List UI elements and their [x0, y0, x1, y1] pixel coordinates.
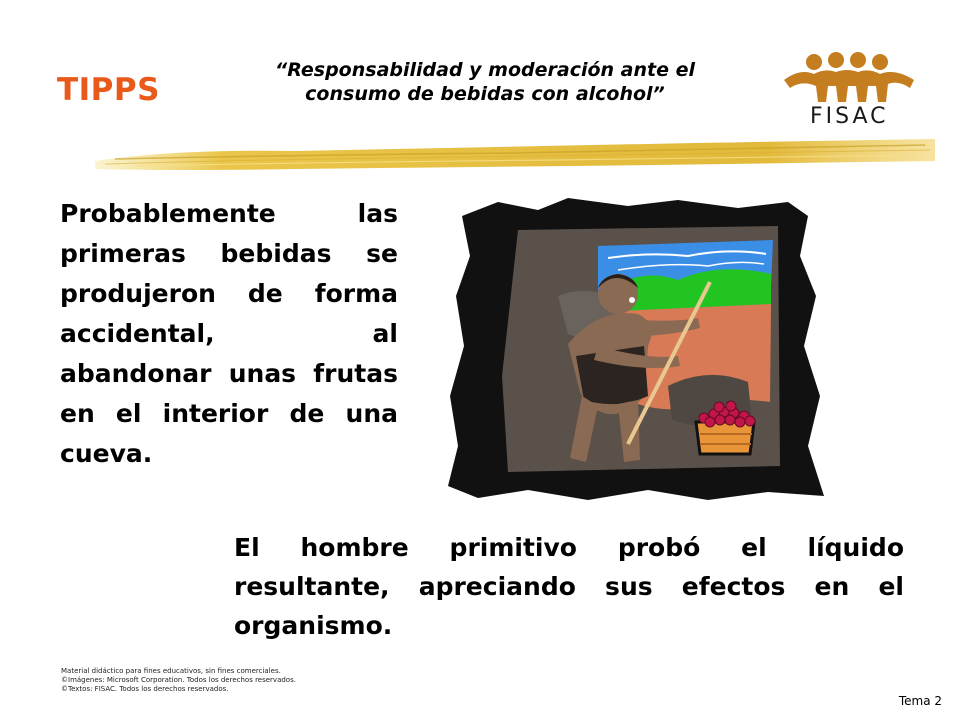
slide-subtitle — [200, 58, 770, 106]
cave-man-illustration — [448, 196, 842, 504]
subtitle-line-1: “Responsabilidad y moderación ante el — [274, 59, 696, 81]
brush-stroke-divider — [95, 135, 935, 177]
body-paragraph-1: Probablemente las primeras bebidas se produjeron de forma accidental, al abandonar unas frutas en el interior de una cueva. — [60, 199, 398, 468]
footnote-line-1: Material didáctico para fines educativos, sin fines comerciales. — [61, 667, 281, 675]
subtitle-line-2: consumo de bebidas con alcohol” — [305, 83, 665, 105]
body-paragraph-2: El hombre primitivo probó el líquido resultante, apreciando sus efectos en el organismo. — [234, 533, 904, 640]
copyright-notes — [61, 667, 296, 694]
logo-text: FISAC — [810, 104, 889, 129]
footnote-line-2: ©Imágenes: Microsoft Corporation. Todos los derechos reservados. — [61, 676, 296, 684]
slide-title: TIPPS — [57, 72, 160, 108]
page-number: Tema 2 — [898, 694, 942, 708]
footnote-line-3: ©Textos: FISAC. Todos los derechos reservados. — [61, 685, 229, 693]
